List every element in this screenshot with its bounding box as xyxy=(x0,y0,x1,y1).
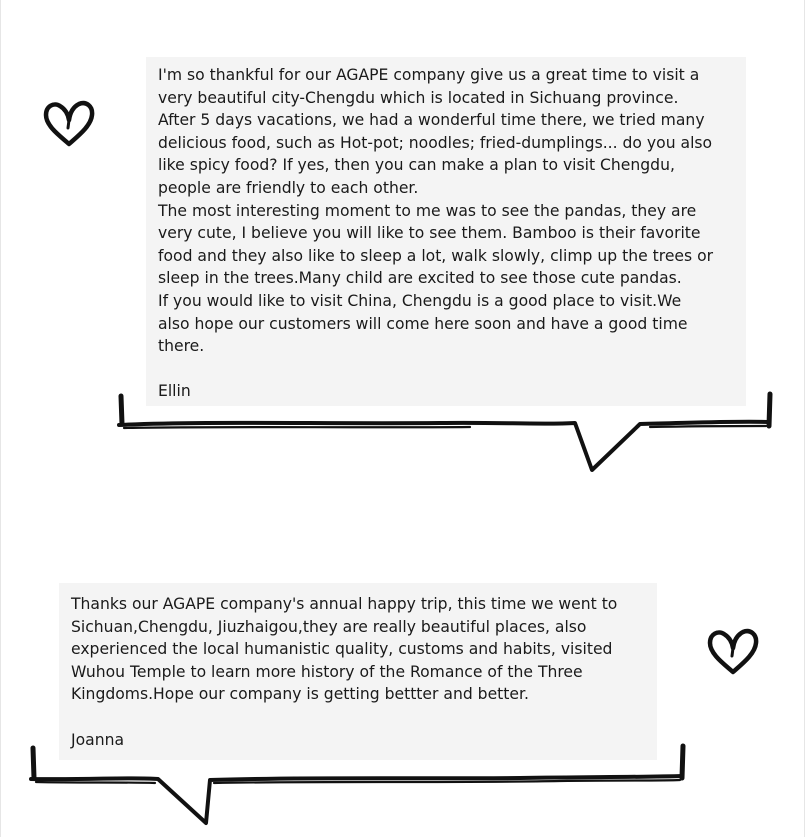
text-line: delicious food, such as Hot-pot; noodles; fried-dumplings... do you also xyxy=(158,133,713,152)
text-line: sleep in the trees.Many child are excited to see those cute pandas. xyxy=(158,269,682,288)
author-name: Ellin xyxy=(158,382,191,401)
page-border-left xyxy=(0,0,1,837)
text-line: very cute, I believe you will like to see them. Bamboo is their favorite xyxy=(158,224,701,243)
text-line: Wuhou Temple to learn more history of the Romance of the Three xyxy=(71,662,583,681)
text-line: If you would like to visit China, Chengdu is a good place to visit.We xyxy=(158,291,682,310)
text-line: Thanks our AGAPE company's annual happy trip, this time we went to xyxy=(71,595,618,613)
text-line: very beautiful city-Chengdu which is located in Sichuang province. xyxy=(158,88,679,107)
heart-outline-icon xyxy=(704,626,762,678)
text-line: The most interesting moment to me was to see the pandas, they are xyxy=(158,201,697,220)
heart-outline-icon xyxy=(40,98,98,150)
text-line: Kingdoms.Hope our company is getting bettter and better. xyxy=(71,685,529,704)
text-line: After 5 days vacations, we had a wonderful time there, we tried many xyxy=(158,111,705,130)
text-line: experienced the local humanistic quality, customs and habits, visited xyxy=(71,640,613,659)
text-line: like spicy food? If yes, then you can make a plan to visit Chengdu, xyxy=(158,156,675,175)
author-name: Joanna xyxy=(71,730,125,749)
text-line: Sichuan,Chengdu, Jiuzhaigou,they are really beautiful places, also xyxy=(71,617,587,636)
text-line: also hope our customers will come here soon and have a good time xyxy=(158,314,688,333)
text-line: I'm so thankful for our AGAPE company give us a great time to visit a xyxy=(158,66,700,84)
text-line: food and they also like to sleep a lot, walk slowly, climp up the trees or xyxy=(158,246,714,265)
testimonial-card xyxy=(59,583,657,760)
testimonial-card xyxy=(146,57,746,406)
text-line: there. xyxy=(158,337,205,356)
text-line: people are friendly to each other. xyxy=(158,178,419,197)
